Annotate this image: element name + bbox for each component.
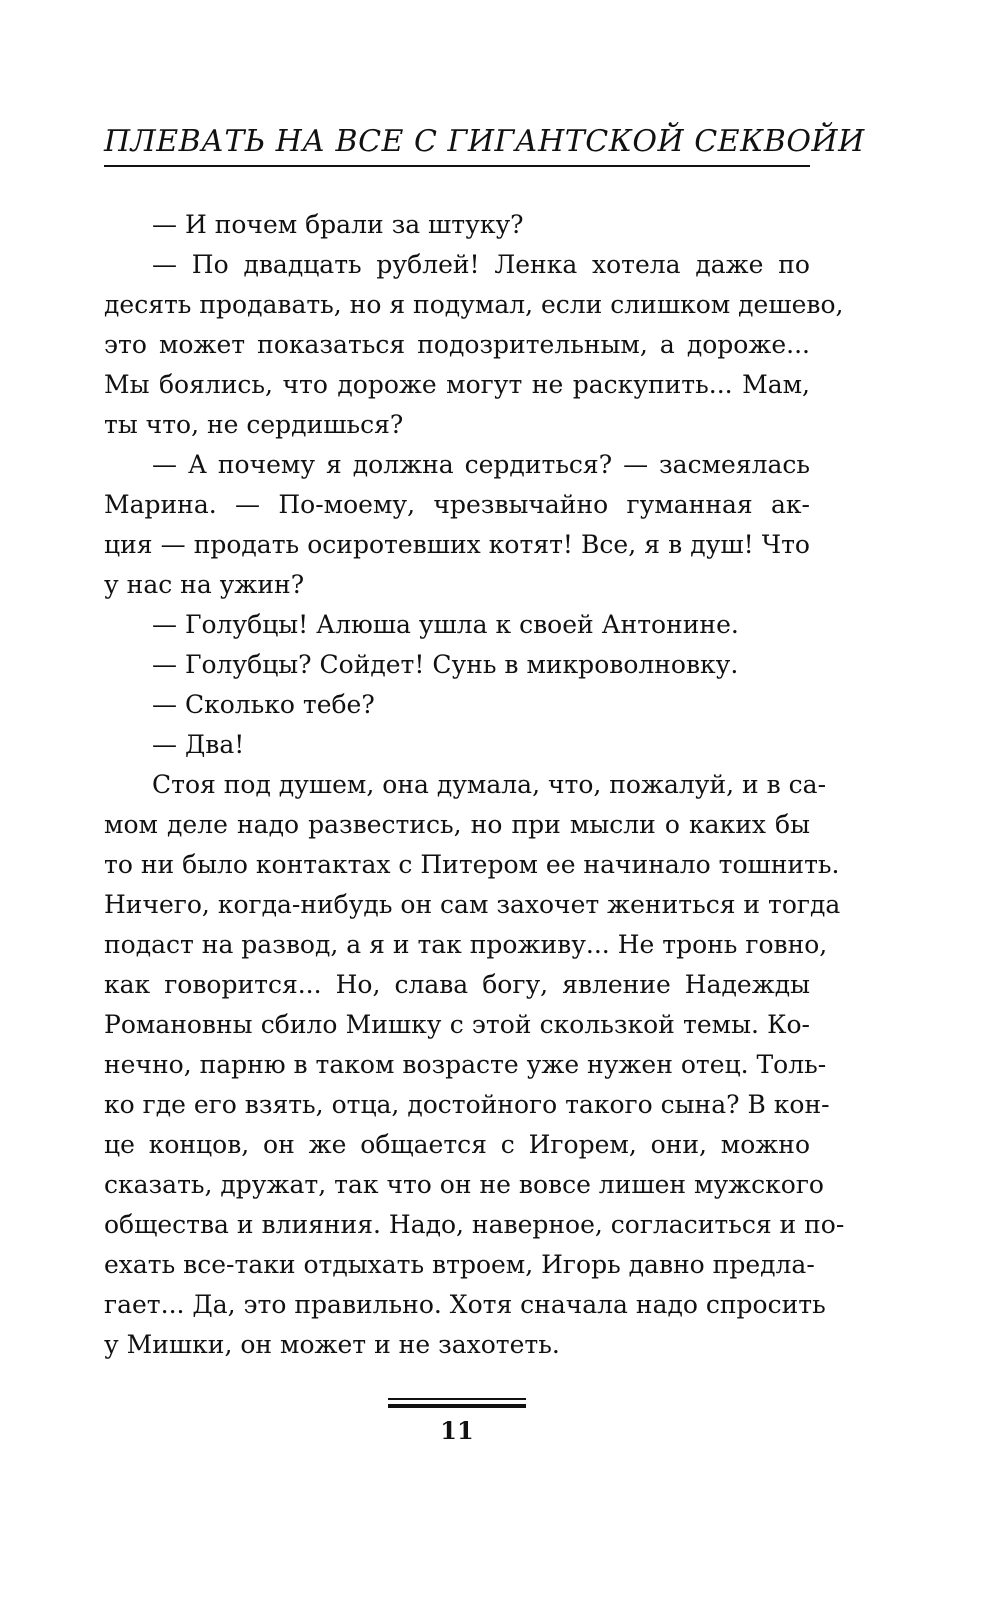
text-line: — Голубцы! Алюша ушла к своей Антонине. [152, 610, 739, 639]
text-line: мом деле надо развестись, но при мысли о каких бы [104, 810, 810, 839]
header-rule [104, 165, 810, 167]
running-title: ПЛЕВАТЬ НА ВСЕ С ГИГАНТСКОЙ СЕКВОЙИ [104, 124, 865, 159]
text-line: нечно, парню в таком возрасте уже нужен отец. Толь- [104, 1050, 827, 1079]
text-line: подаст на развод, а я и так проживу... Не тронь говно, [104, 930, 828, 959]
text-line: — А почему я должна сердиться? — засмеялась [152, 450, 810, 479]
text-line: у нас на ужин? [104, 570, 305, 599]
text-line: — Два! [152, 730, 245, 759]
text-line: — По двадцать рублей! Ленка хотела даже по [152, 250, 810, 279]
text-line: Марина. — По-моему, чрезвычайно гуманная ак- [104, 490, 810, 519]
text-line: как говорится... Но, слава богу, явление Надежды [104, 970, 810, 999]
page-number: 11 [440, 1416, 474, 1445]
text-line: гает... Да, это правильно. Хотя сначала надо спросить [104, 1290, 826, 1319]
text-line: то ни было контактах с Питером ее начинало тошнить. [104, 850, 840, 879]
text-line: Стоя под душем, она думала, что, пожалуй, и в са- [152, 770, 827, 799]
footer-rule-thick [388, 1404, 526, 1408]
text-line: — И почем брали за штуку? [152, 210, 524, 239]
text-line: общества и влияния. Надо, наверное, согласиться и по- [104, 1210, 845, 1239]
text-line: Романовны сбило Мишку с этой скользкой темы. Ко- [104, 1010, 810, 1039]
text-line: — Сколько тебе? [152, 690, 375, 719]
text-line: это может показаться подозрительным, а дороже... [104, 330, 810, 359]
footer-rule-thin [388, 1398, 526, 1400]
text-line: Ничего, когда-нибудь он сам захочет жениться и тогда [104, 890, 841, 919]
text-line: десять продавать, но я подумал, если слишком дешево, [104, 290, 844, 319]
text-line: ты что, не сердишься? [104, 410, 404, 439]
text-line: у Мишки, он может и не захотеть. [104, 1330, 560, 1359]
text-line: Мы боялись, что дороже могут не раскупить... Мам, [104, 370, 810, 399]
text-line: — Голубцы? Сойдет! Сунь в микроволновку. [152, 650, 739, 679]
text-line: це концов, он же общается с Игорем, они, можно [104, 1130, 810, 1159]
text-line: ко где его взять, отца, достойного такого сына? В кон- [104, 1090, 830, 1119]
text-line: ция — продать осиротевших котят! Все, я в душ! Что [104, 530, 810, 559]
body-text [104, 205, 845, 1365]
text-line: ехать все-таки отдыхать втроем, Игорь давно предла- [104, 1250, 815, 1279]
text-line: сказать, дружат, так что он не вовсе лишен мужского [104, 1170, 824, 1199]
